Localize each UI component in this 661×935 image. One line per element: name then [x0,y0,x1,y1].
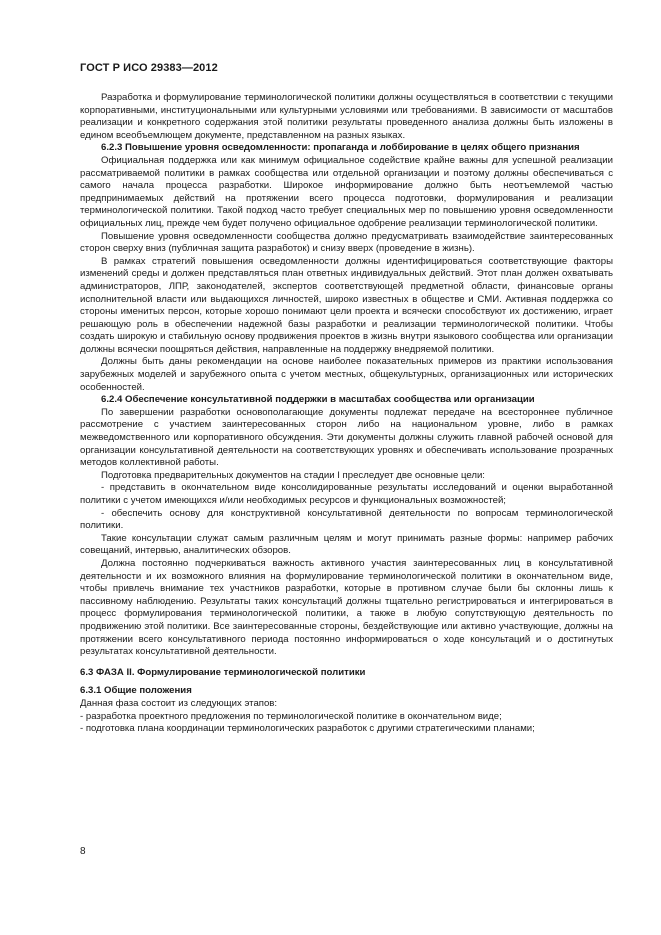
paragraph: Такие консультации служат самым различным целям и могут принимать разные формы: например рабочих совещаний, интервью, аналитических обзоров. [80,532,613,557]
list-item: - обеспечить основу для конструктивной консультативной деятельности по вопросам терминологической политики. [80,507,613,532]
paragraph: Официальная поддержка или как минимум официальное содействие крайне важны для успешной реализации рассматриваемой политики в рамках сообщества или отдельной организации и поэтому должны обеспечиваться с самого начала процесса разработки. Широкое информирование должно быть неотъемлемой частью предпринимаемых действий на протяжении всего процесса подготовки, формулирования и реализации терминологической политики. Такой подход часто требует специальных мер по повышению уровня осведомленности официальных лиц, прежде чем будет получено официальное одобрение реализации терминологической политики. [80,154,613,229]
page-number: 8 [80,846,86,857]
paragraph: Данная фаза состоит из следующих этапов: [80,697,278,709]
paragraph: Разработка и формулирование терминологической политики должны осуществляться в соответствии с текущими корпоративными, институциональными или культурными условиями или требованиями. В зависимости от масштабов реализации и конкретного содержания этой политики результаты проведенного анализа должны быть изложены в едином всеобъемлющем документе, представленном на разных языках. [80,92,613,141]
paragraph: Должна постоянно подчеркиваться важность активного участия заинтересованных лиц в консультативной деятельности и их возможного влияния на формулирование терминологической политики в окончательном виде, чтобы привлечь внимание тех участников разработки, которые в противном случае были бы склонны лишь к пассивному наблюдению. Результаты таких консультаций должны тщательно регистрироваться и интегрироваться в процесс формулирования терминологической политики, а также в любую сопутствующую деятельность по продвижению этой политики. Все заинтересованные стороны, бездействующие или активно участвующие, должны на протяжении всего консультативного периода постоянно информироваться о ходе консультаций и о достигнутых результатах консультативной деятельности. [80,557,613,658]
paragraph: По завершении разработки основополагающие документы подлежат передаче на всестороннее публичное рассмотрение с участием заинтересованных сторон либо на национальном уровне, либо в рамках межведомственного или корпоративного обсуждения. Эти документы должны служить главной рабочей основой для организации консультативной деятельности на соответствующих уровнях и обеспечивать использование прозрачных методов коллективной работы. [80,406,613,469]
section-heading-6-3: 6.3 ФАЗА II. Формулирование терминологической политики [80,666,366,678]
section-heading-6-2-3: 6.2.3 Повышение уровня осведомленности: пропаганда и лоббирование в целях общего признания [101,142,580,154]
paragraph: Должны быть даны рекомендации на основе наиболее показательных примеров из практики использования зарубежных моделей и зарубежного опыта с учетом местных, общекультурных, организационных или исторических особенностей. [80,356,613,393]
list-item: - разработка проектного предложения по терминологической политике в окончательном виде; [80,710,502,722]
section-heading-6-3-1: 6.3.1 Общие положения [80,685,192,697]
list-item: - подготовка плана координации терминологических разработок с другими стратегическими планами; [80,723,535,735]
paragraph: Повышение уровня осведомленности сообщества должно предусматривать взаимодействие заинтересованных сторон сверху вниз (публичная защита разработок) и снизу вверх (проведение в жизнь). [80,230,613,255]
section-heading-6-2-4: 6.2.4 Обеспечение консультативной поддержки в масштабах сообщества или организации [101,394,535,406]
document-header: ГОСТ Р ИСО 29383—2012 [80,62,218,74]
list-item: - представить в окончательном виде консолидированные результаты исследований и оценки выработанной политики с учетом имеющихся и/или необходимых ресурсов и функциональных возможностей; [80,482,613,506]
paragraph: Подготовка предварительных документов на стадии I преследует две основные цели: [101,469,485,481]
paragraph: В рамках стратегий повышения осведомленности должны идентифицироваться соответствующие факторы изменений среды и должен представляться план ответных индивидуальных действий. Этот план должен охватывать администраторов, ЛПР, законодателей, экспертов соответствующей предметной области, финансовые органы исполнительной власти или выдающихся личностей, широко известных в обществе и СМИ. Активная поддержка со стороны именитых персон, которые хорошо понимают цели проекта и всячески способствуют их достижению, играет решающую роль в обеспечении надежной базы разработки и реализации терминологической политики. Чтобы создать широкую и стабильную основу продвижения проектов в жизнь внутри языкового сообщества или организации должны всячески поощряться действия, направленные на поддержку внедряемой политики. [80,255,613,355]
document-body [80,92,613,736]
